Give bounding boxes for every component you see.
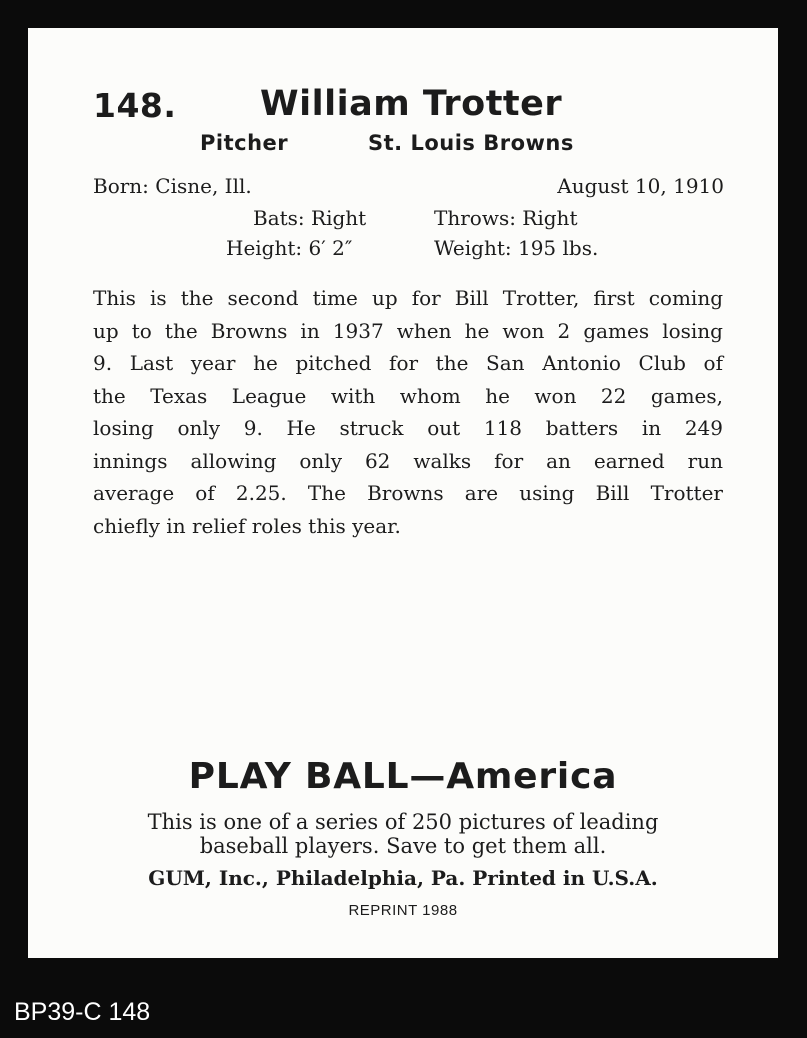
catalog-label: BP39-C 148 xyxy=(14,998,151,1026)
card-back xyxy=(28,28,778,958)
description-line: This is the second time up for Bill Trotter, first coming xyxy=(93,286,723,310)
card-number: 148. xyxy=(93,86,177,125)
bats: Bats: Right xyxy=(253,206,367,230)
player-name: William Trotter xyxy=(260,84,563,124)
player-description xyxy=(93,282,723,542)
description-line: 9. Last year he pitched for the San Antonio Club of xyxy=(93,351,723,375)
player-position: Pitcher xyxy=(200,131,289,155)
throws: Throws: Right xyxy=(434,206,578,230)
description-line: the Texas League with whom he won 22 games, xyxy=(93,383,723,408)
description-line: losing only 9. He struck out 118 batters in 249 xyxy=(93,416,723,440)
birth-date: August 10, 1910 xyxy=(557,174,724,198)
publisher-line: GUM, Inc., Philadelphia, Pa. Printed in U.S.A. xyxy=(148,866,658,890)
height: Height: 6′ 2″ xyxy=(226,236,353,260)
player-team: St. Louis Browns xyxy=(368,131,574,155)
description-line: average of 2.25. The Browns are using Bill Trotter xyxy=(93,481,723,505)
description-line: innings allowing only 62 walks for an earned run xyxy=(93,448,723,473)
description-line: up to the Browns in 1937 when he won 2 games losing xyxy=(93,318,723,343)
series-text-line: This is one of a series of 250 pictures of leading xyxy=(147,810,659,834)
reprint-notice: REPRINT 1988 xyxy=(348,902,458,919)
birthplace: Born: Cisne, Ill. xyxy=(93,174,252,198)
description-line: chiefly in relief roles this year. xyxy=(93,513,401,538)
series-text-line: baseball players. Save to get them all. xyxy=(199,834,607,858)
series-title: PLAY BALL—America xyxy=(188,756,618,797)
weight: Weight: 195 lbs. xyxy=(434,236,599,260)
